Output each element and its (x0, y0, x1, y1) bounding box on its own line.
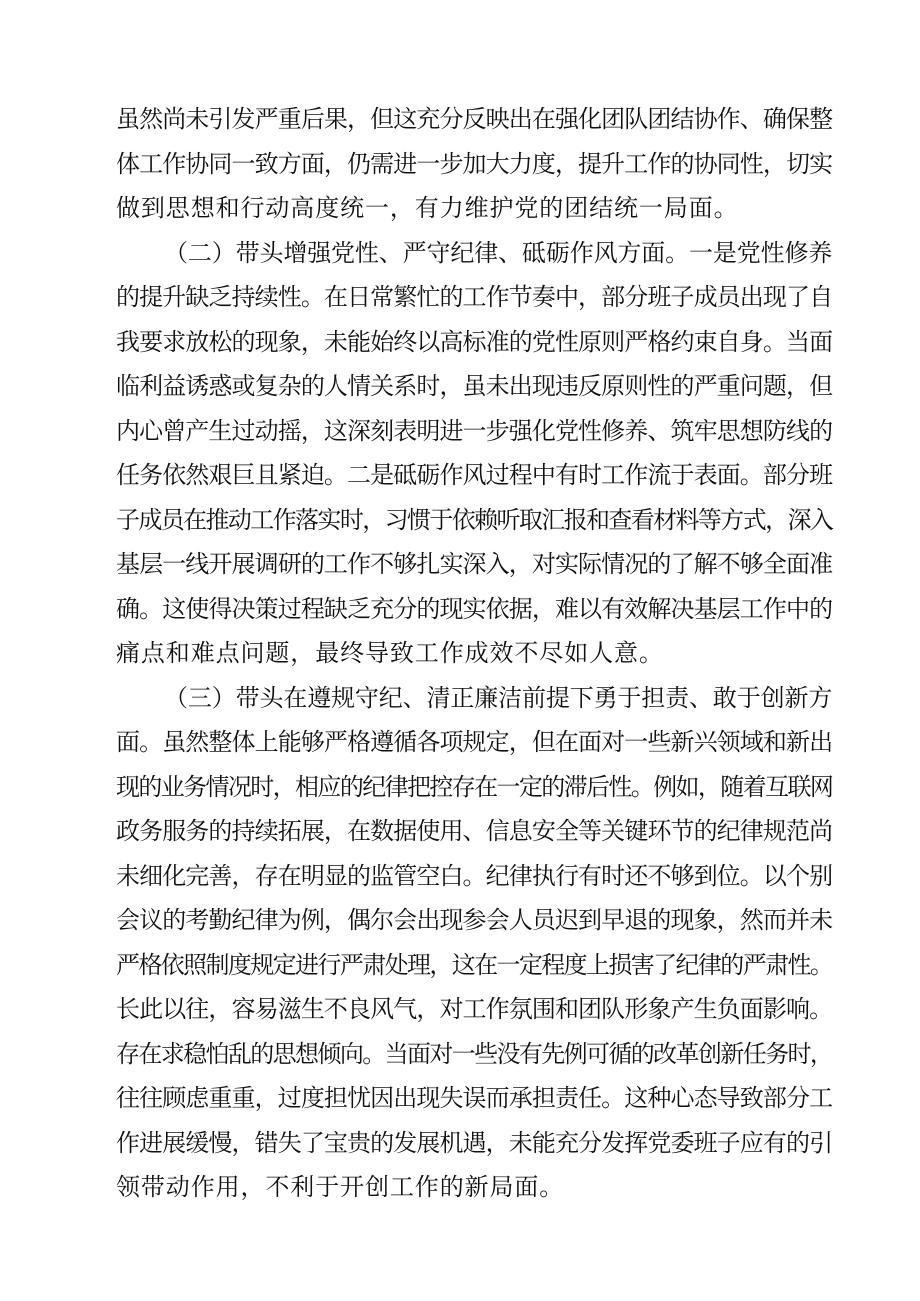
text-line: 存在求稳怕乱的思想倾向。当面对一些没有先例可循的改革创新任务时， (116, 1039, 832, 1068)
text-line: 未细化完善，存在明显的监管空白。纪律执行有时还不够到位。以个别 (116, 861, 832, 890)
text-line: 的提升缺乏持续性。在日常繁忙的工作节奏中，部分班子成员出现了自 (116, 283, 832, 311)
text-line: 确。这使得决策过程缺乏充分的现实依据，难以有效解决基层工作中的 (116, 594, 832, 623)
text-line: 我要求放松的现象，未能始终以高标准的党性原则严格约束自身。当面 (116, 327, 832, 356)
paragraph-continuation (116, 97, 832, 231)
document-body (116, 97, 832, 1210)
text-line: 内心曾产生过动摇，这深刻表明进一步强化党性修养、筑牢思想防线的 (116, 416, 832, 445)
text-line: 虽然尚未引发严重后果，但这充分反映出在强化团队团结协作、确保整 (116, 105, 832, 133)
text-line: 政务服务的持续拓展，在数据使用、信息安全等关键环节的纪律规范尚 (116, 817, 832, 845)
text-line: 基层一线开展调研的工作不够扎实深入，对实际情况的了解不够全面准 (116, 550, 832, 578)
text-line: 作进展缓慢，错失了宝贵的发展机遇，未能充分发挥党委班子应有的引 (116, 1128, 832, 1157)
text-line: 体工作协同一致方面，仍需进一步加大力度，提升工作的协同性，切实 (116, 149, 832, 178)
text-line: 任务依然艰巨且紧迫。二是砥砺作风过程中有时工作流于表面。部分班 (116, 461, 832, 489)
text-line: 痛点和难点问题，最终导致工作成效不尽如人意。 (116, 639, 664, 667)
text-line: 临利益诱惑或复杂的人情关系时，虽未出现违反原则性的严重问题，但 (116, 372, 832, 400)
text-line: 现的业务情况时，相应的纪律把控存在一定的滞后性。例如，随着互联网 (116, 772, 832, 801)
paragraph-section-3 (116, 676, 832, 1210)
text-line: 领带动作用，不利于开创工作的新局面。 (116, 1173, 565, 1201)
text-line: 做到思想和行动高度统一，有力维护党的团结统一局面。 (116, 194, 739, 222)
text-line: 往往顾虑重重，过度担忧因出现失误而承担责任。这种心态导致部分工 (116, 1084, 832, 1112)
section-heading-line: （三）带头在遵规守纪、清正廉洁前提下勇于担责、敢于创新方 (164, 683, 832, 712)
paragraph-section-2 (116, 231, 832, 676)
section-heading-line: （二）带头增强党性、严守纪律、砥砺作风方面。一是党性修养 (164, 238, 832, 267)
text-line: 面。虽然整体上能够严格遵循各项规定，但在面对一些新兴领域和新出 (116, 728, 832, 756)
text-line: 严格依照制度规定进行严肃处理，这在一定程度上损害了纪律的严肃性。 (116, 950, 832, 979)
text-line: 会议的考勤纪律为例，偶尔会出现参会人员迟到早退的现象，然而并未 (116, 906, 832, 934)
text-line: 长此以往，容易滋生不良风气，对工作氛围和团队形象产生负面影响。 (116, 995, 832, 1023)
text-line: 子成员在推动工作落实时，习惯于依赖听取汇报和查看材料等方式，深入 (116, 505, 832, 534)
